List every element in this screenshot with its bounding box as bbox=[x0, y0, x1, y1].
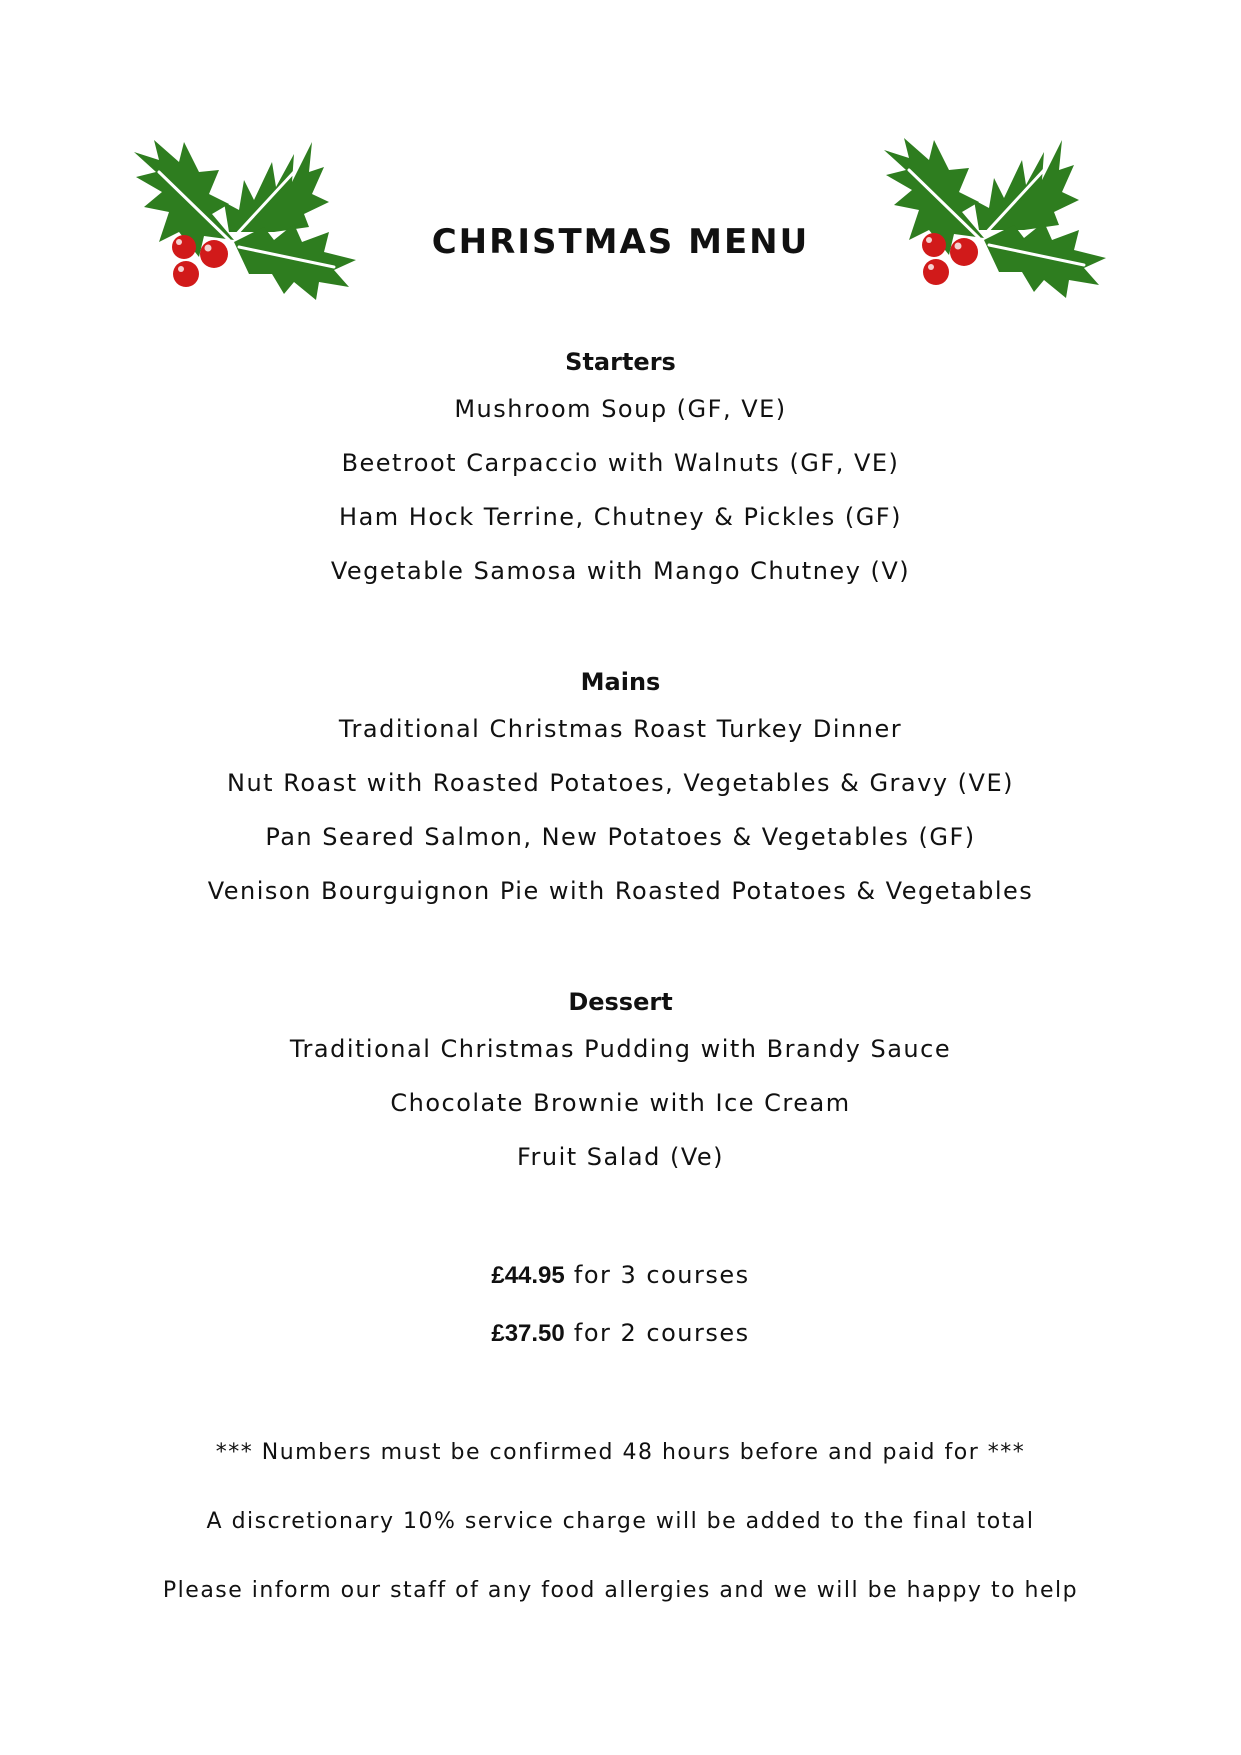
note-allergies: Please inform our staff of any food allergies and we will be happy to help bbox=[162, 1578, 1079, 1603]
page-title: CHRISTMAS MENU bbox=[431, 222, 810, 262]
menu-item: Chocolate Brownie with Ice Cream bbox=[390, 1089, 851, 1117]
menu-item: Nut Roast with Roasted Potatoes, Vegetables & Gravy (VE) bbox=[227, 769, 1014, 797]
mains-section bbox=[0, 662, 1241, 918]
menu-item: Vegetable Samosa with Mango Chutney (V) bbox=[330, 557, 911, 585]
price-label: for 2 courses bbox=[573, 1319, 750, 1347]
note-confirmation: *** Numbers must be confirmed 48 hours before and paid for *** bbox=[215, 1440, 1026, 1465]
price-line bbox=[0, 1304, 1241, 1362]
menu-item: Venison Bourguignon Pie with Roasted Potatoes & Vegetables bbox=[207, 877, 1034, 905]
menu-item: Ham Hock Terrine, Chutney & Pickles (GF) bbox=[339, 503, 902, 531]
price-line bbox=[0, 1246, 1241, 1304]
prices-section bbox=[0, 1246, 1241, 1362]
price-amount: £37.50 bbox=[491, 1320, 565, 1347]
note-service-charge: A discretionary 10% service charge will be added to the final total bbox=[206, 1509, 1035, 1534]
holly-icon bbox=[124, 132, 364, 302]
dessert-section bbox=[0, 982, 1241, 1184]
notes-section bbox=[0, 1418, 1241, 1625]
menu-item: Traditional Christmas Pudding with Brandy Sauce bbox=[289, 1035, 952, 1063]
starters-section bbox=[0, 342, 1241, 598]
menu-item: Beetroot Carpaccio with Walnuts (GF, VE) bbox=[341, 449, 900, 477]
holly-icon bbox=[874, 130, 1114, 300]
menu-item: Fruit Salad (Ve) bbox=[516, 1143, 725, 1171]
menu-item: Mushroom Soup (GF, VE) bbox=[454, 395, 787, 423]
section-heading-starters: Starters bbox=[565, 348, 676, 376]
menu-item: Traditional Christmas Roast Turkey Dinner bbox=[338, 715, 903, 743]
price-amount: £44.95 bbox=[491, 1262, 565, 1289]
section-heading-dessert: Dessert bbox=[568, 988, 673, 1016]
price-label: for 3 courses bbox=[573, 1261, 750, 1289]
section-heading-mains: Mains bbox=[580, 668, 661, 696]
menu-item: Pan Seared Salmon, New Potatoes & Vegetables (GF) bbox=[265, 823, 976, 851]
